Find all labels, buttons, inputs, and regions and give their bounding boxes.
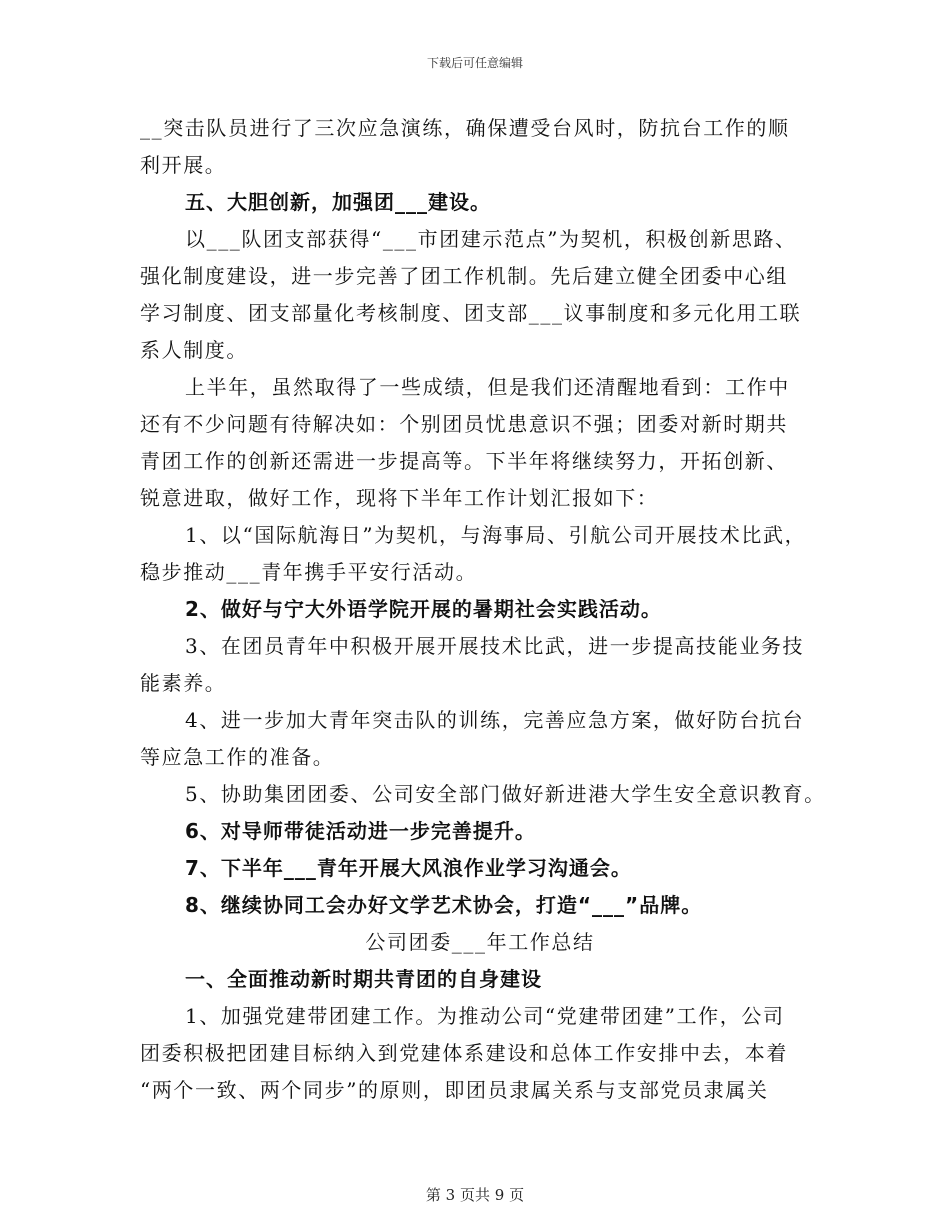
text-line: 1、以“国际航海日”为契机，与海事局、引航公司开展技术比武， bbox=[185, 523, 807, 547]
text-line: 锐意进取，做好工作，现将下半年工作计划汇报如下： bbox=[140, 486, 659, 510]
text-line: 1、加强党建带团建工作。为推动公司“党建带团建”工作，公司 bbox=[185, 1004, 785, 1028]
text-line: 以___队团支部获得“___市团建示范点”为契机，积极创新思路、 bbox=[185, 227, 797, 251]
text-line: 3、在团员青年中积极开展开展技术比武，进一步提高技能业务技 bbox=[185, 634, 805, 658]
text-line: __突击队员进行了三次应急演练，确保遭受台风时，防抗台工作的顺 bbox=[140, 116, 790, 140]
text-line: 利开展。 bbox=[140, 153, 227, 177]
heading-line: 五、大胆创新，加强团___建设。 bbox=[185, 190, 491, 214]
heading-line: 一、全面推动新时期共青团的自身建设 bbox=[185, 967, 542, 991]
heading-line: 7、下半年___青年开展大风浪作业学习沟通会。 bbox=[185, 856, 632, 880]
text-line: 5、协助集团团委、公司安全部门做好新进港大学生安全意识教育。 bbox=[185, 782, 826, 806]
document-body bbox=[140, 110, 826, 1109]
text-line: 还有不少问题有待解决如：个别团员忧患意识不强；团委对新时期共 bbox=[140, 412, 788, 436]
section-title: 公司团委___年工作总结 bbox=[365, 930, 595, 954]
text-line: 青团工作的创新还需进一步提高等。下半年将继续努力，开拓创新、 bbox=[140, 449, 788, 473]
text-line: 上半年，虽然取得了一些成绩，但是我们还清醒地看到：工作中 bbox=[185, 375, 790, 399]
text-line: 系人制度。 bbox=[140, 338, 248, 362]
text-line: 学习制度、团支部量化考核制度、团支部___议事制度和多元化用工联 bbox=[140, 301, 802, 325]
page-footer: 第 3 页共 9 页 bbox=[425, 1186, 525, 1204]
text-line: 4、进一步加大青年突击队的训练，完善应急方案，做好防台抗台 bbox=[185, 708, 805, 732]
heading-line: 6、对导师带徒活动进一步完善提升。 bbox=[185, 819, 536, 843]
text-line: 团委积极把团建目标纳入到党建体系建设和总体工作安排中去，本着 bbox=[140, 1041, 788, 1065]
heading-line: 8、继续协同工会办好文学艺术协会，打造“___”品牌。 bbox=[185, 893, 703, 917]
text-line: “两个一致、两个同步”的原则，即团员隶属关系与支部党员隶属关 bbox=[140, 1078, 769, 1102]
page-header: 下载后可任意编辑 bbox=[426, 56, 523, 70]
text-line: 能素养。 bbox=[140, 671, 227, 695]
text-line: 强化制度建设，进一步完善了团工作机制。先后建立健全团委中心组 bbox=[140, 264, 788, 288]
text-line: 稳步推动___青年携手平安行活动。 bbox=[140, 560, 478, 584]
text-line: 等应急工作的准备。 bbox=[140, 745, 335, 769]
heading-line: 2、做好与宁大外语学院开展的暑期社会实践活动。 bbox=[185, 597, 662, 621]
